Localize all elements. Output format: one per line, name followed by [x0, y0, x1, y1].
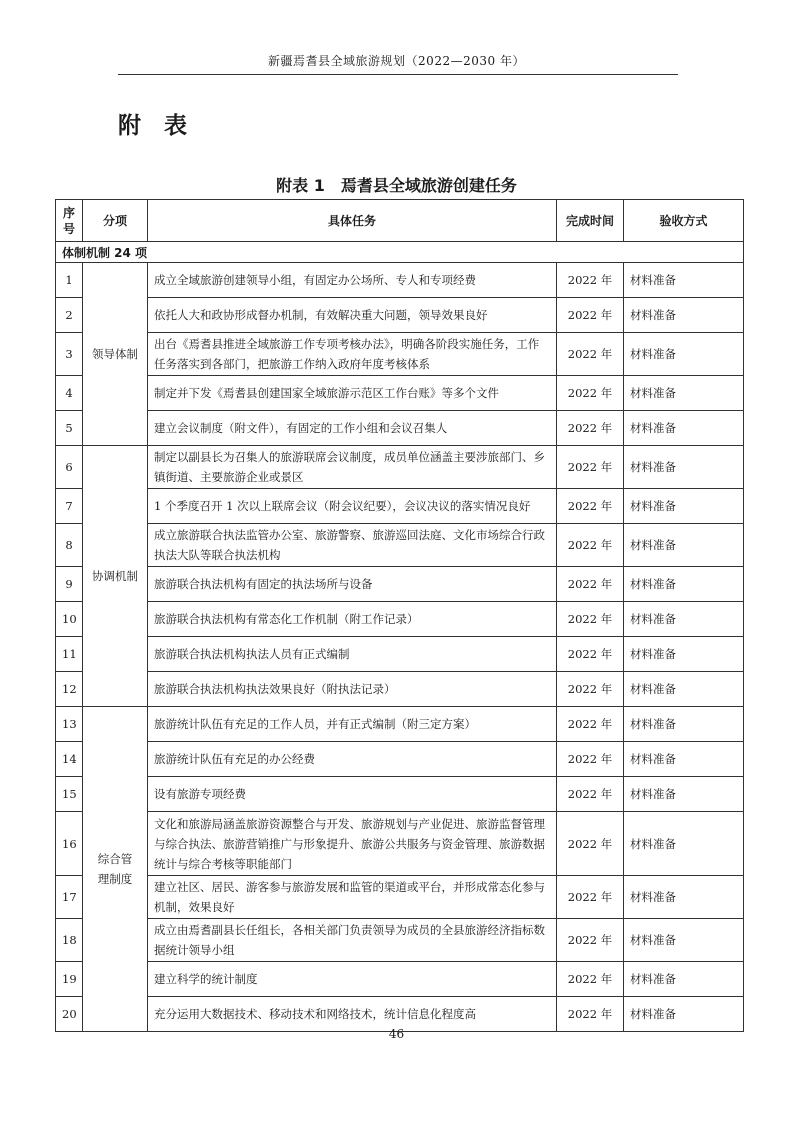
- table-row: [56, 876, 744, 919]
- time-cell: 2022 年: [557, 567, 624, 602]
- row-number: 1: [56, 263, 83, 298]
- time-cell: 2022 年: [557, 333, 624, 376]
- time-cell: 2022 年: [557, 489, 624, 524]
- table-row: [56, 263, 744, 298]
- check-cell: 材料准备: [624, 997, 744, 1032]
- time-cell: 2022 年: [557, 707, 624, 742]
- row-number: 12: [56, 672, 83, 707]
- column-header-time: 完成时间: [557, 200, 624, 242]
- column-header-category: 分项: [83, 200, 148, 242]
- task-cell: 旅游联合执法机构有常态化工作机制（附工作记录）: [148, 602, 557, 637]
- time-cell: 2022 年: [557, 376, 624, 411]
- row-number: 10: [56, 602, 83, 637]
- row-number: 14: [56, 742, 83, 777]
- time-cell: 2022 年: [557, 637, 624, 672]
- check-cell: 材料准备: [624, 524, 744, 567]
- table-row: [56, 962, 744, 997]
- table-row: [56, 812, 744, 876]
- time-cell: 2022 年: [557, 602, 624, 637]
- row-number: 8: [56, 524, 83, 567]
- row-number: 15: [56, 777, 83, 812]
- row-number: 17: [56, 876, 83, 919]
- row-number: 3: [56, 333, 83, 376]
- task-cell: 成立旅游联合执法监管办公室、旅游警察、旅游巡回法庭、文化市场综合行政执法大队等联合执法机构: [148, 524, 557, 567]
- table-row: [56, 919, 744, 962]
- task-cell: 旅游统计队伍有充足的工作人员，并有正式编制（附三定方案）: [148, 707, 557, 742]
- row-number: 7: [56, 489, 83, 524]
- check-cell: 材料准备: [624, 777, 744, 812]
- time-cell: 2022 年: [557, 524, 624, 567]
- row-number: 13: [56, 707, 83, 742]
- time-cell: 2022 年: [557, 777, 624, 812]
- task-cell: 旅游联合执法机构执法效果良好（附执法记录）: [148, 672, 557, 707]
- check-cell: 材料准备: [624, 333, 744, 376]
- group-label: 体制机制 24 项: [56, 242, 744, 263]
- task-cell: 成立由焉耆副县长任组长，各相关部门负责领导为成员的全县旅游经济指标数据统计领导小组: [148, 919, 557, 962]
- check-cell: 材料准备: [624, 602, 744, 637]
- task-cell: 旅游联合执法机构有固定的执法场所与设备: [148, 567, 557, 602]
- row-number: 19: [56, 962, 83, 997]
- task-cell: 文化和旅游局涵盖旅游资源整合与开发、旅游规划与产业促进、旅游监督管理与综合执法、旅游营销推广与形象提升、旅游公共服务与资金管理、旅游数据统计与综合考核等职能部门: [148, 812, 557, 876]
- task-cell: 充分运用大数据技术、移动技术和网络技术，统计信息化程度高: [148, 997, 557, 1032]
- task-cell: 制定并下发《焉耆县创建国家全域旅游示范区工作台账》等多个文件: [148, 376, 557, 411]
- time-cell: 2022 年: [557, 742, 624, 777]
- table-row: [56, 777, 744, 812]
- row-number: 2: [56, 298, 83, 333]
- table-row: [56, 637, 744, 672]
- task-cell: 设有旅游专项经费: [148, 777, 557, 812]
- category-coordination: 协调机制: [83, 446, 148, 707]
- table-row: [56, 411, 744, 446]
- check-cell: 材料准备: [624, 298, 744, 333]
- time-cell: 2022 年: [557, 298, 624, 333]
- row-number: 11: [56, 637, 83, 672]
- header-divider: [118, 74, 678, 75]
- row-number: 20: [56, 997, 83, 1032]
- category-management: 综合管理制度: [83, 707, 148, 1032]
- row-number: 9: [56, 567, 83, 602]
- check-cell: 材料准备: [624, 876, 744, 919]
- check-cell: 材料准备: [624, 812, 744, 876]
- category-leadership: 领导体制: [83, 263, 148, 446]
- column-header-check: 验收方式: [624, 200, 744, 242]
- task-cell: 成立全域旅游创建领导小组，有固定办公场所、专人和专项经费: [148, 263, 557, 298]
- row-number: 4: [56, 376, 83, 411]
- task-cell: 制定以副县长为召集人的旅游联席会议制度，成员单位涵盖主要涉旅部门、乡镇街道、主要旅游企业或景区: [148, 446, 557, 489]
- column-header-no: 序号: [56, 200, 83, 242]
- table-row: [56, 707, 744, 742]
- tasks-table: [55, 199, 744, 1032]
- column-header-task: 具体任务: [148, 200, 557, 242]
- task-cell: 依托人大和政协形成督办机制，有效解决重大问题，领导效果良好: [148, 298, 557, 333]
- table-row: [56, 489, 744, 524]
- table-row: [56, 672, 744, 707]
- page-number: 46: [388, 1027, 405, 1041]
- running-header: 新疆焉耆县全域旅游规划（2022—2030 年）: [268, 54, 525, 68]
- table-row: [56, 602, 744, 637]
- time-cell: 2022 年: [557, 446, 624, 489]
- check-cell: 材料准备: [624, 446, 744, 489]
- table-row: [56, 567, 744, 602]
- row-number: 16: [56, 812, 83, 876]
- task-cell: 旅游统计队伍有充足的办公经费: [148, 742, 557, 777]
- row-number: 6: [56, 446, 83, 489]
- task-cell: 出台《焉耆县推进全域旅游工作专项考核办法》，明确各阶段实施任务，工作任务落实到各部门，把旅游工作纳入政府年度考核体系: [148, 333, 557, 376]
- row-number: 5: [56, 411, 83, 446]
- check-cell: 材料准备: [624, 263, 744, 298]
- time-cell: 2022 年: [557, 812, 624, 876]
- check-cell: 材料准备: [624, 742, 744, 777]
- table-caption: 附表 1 焉耆县全域旅游创建任务: [276, 176, 517, 195]
- check-cell: 材料准备: [624, 376, 744, 411]
- check-cell: 材料准备: [624, 962, 744, 997]
- table-row: [56, 742, 744, 777]
- task-cell: 1 个季度召开 1 次以上联席会议（附会议纪要），会议决议的落实情况良好: [148, 489, 557, 524]
- check-cell: 材料准备: [624, 489, 744, 524]
- check-cell: 材料准备: [624, 637, 744, 672]
- table-row: [56, 524, 744, 567]
- table-row: [56, 333, 744, 376]
- section-heading: 附 表: [118, 113, 187, 139]
- check-cell: 材料准备: [624, 567, 744, 602]
- check-cell: 材料准备: [624, 919, 744, 962]
- table-row: [56, 376, 744, 411]
- row-number: 18: [56, 919, 83, 962]
- time-cell: 2022 年: [557, 411, 624, 446]
- time-cell: 2022 年: [557, 962, 624, 997]
- table-row: [56, 298, 744, 333]
- table-row: [56, 446, 744, 489]
- task-cell: 建立社区、居民、游客参与旅游发展和监管的渠道或平台，并形成常态化参与机制，效果良好: [148, 876, 557, 919]
- time-cell: 2022 年: [557, 919, 624, 962]
- time-cell: 2022 年: [557, 263, 624, 298]
- time-cell: 2022 年: [557, 672, 624, 707]
- task-cell: 建立会议制度（附文件），有固定的工作小组和会议召集人: [148, 411, 557, 446]
- task-cell: 建立科学的统计制度: [148, 962, 557, 997]
- check-cell: 材料准备: [624, 411, 744, 446]
- time-cell: 2022 年: [557, 876, 624, 919]
- task-cell: 旅游联合执法机构执法人员有正式编制: [148, 637, 557, 672]
- time-cell: 2022 年: [557, 997, 624, 1032]
- check-cell: 材料准备: [624, 707, 744, 742]
- check-cell: 材料准备: [624, 672, 744, 707]
